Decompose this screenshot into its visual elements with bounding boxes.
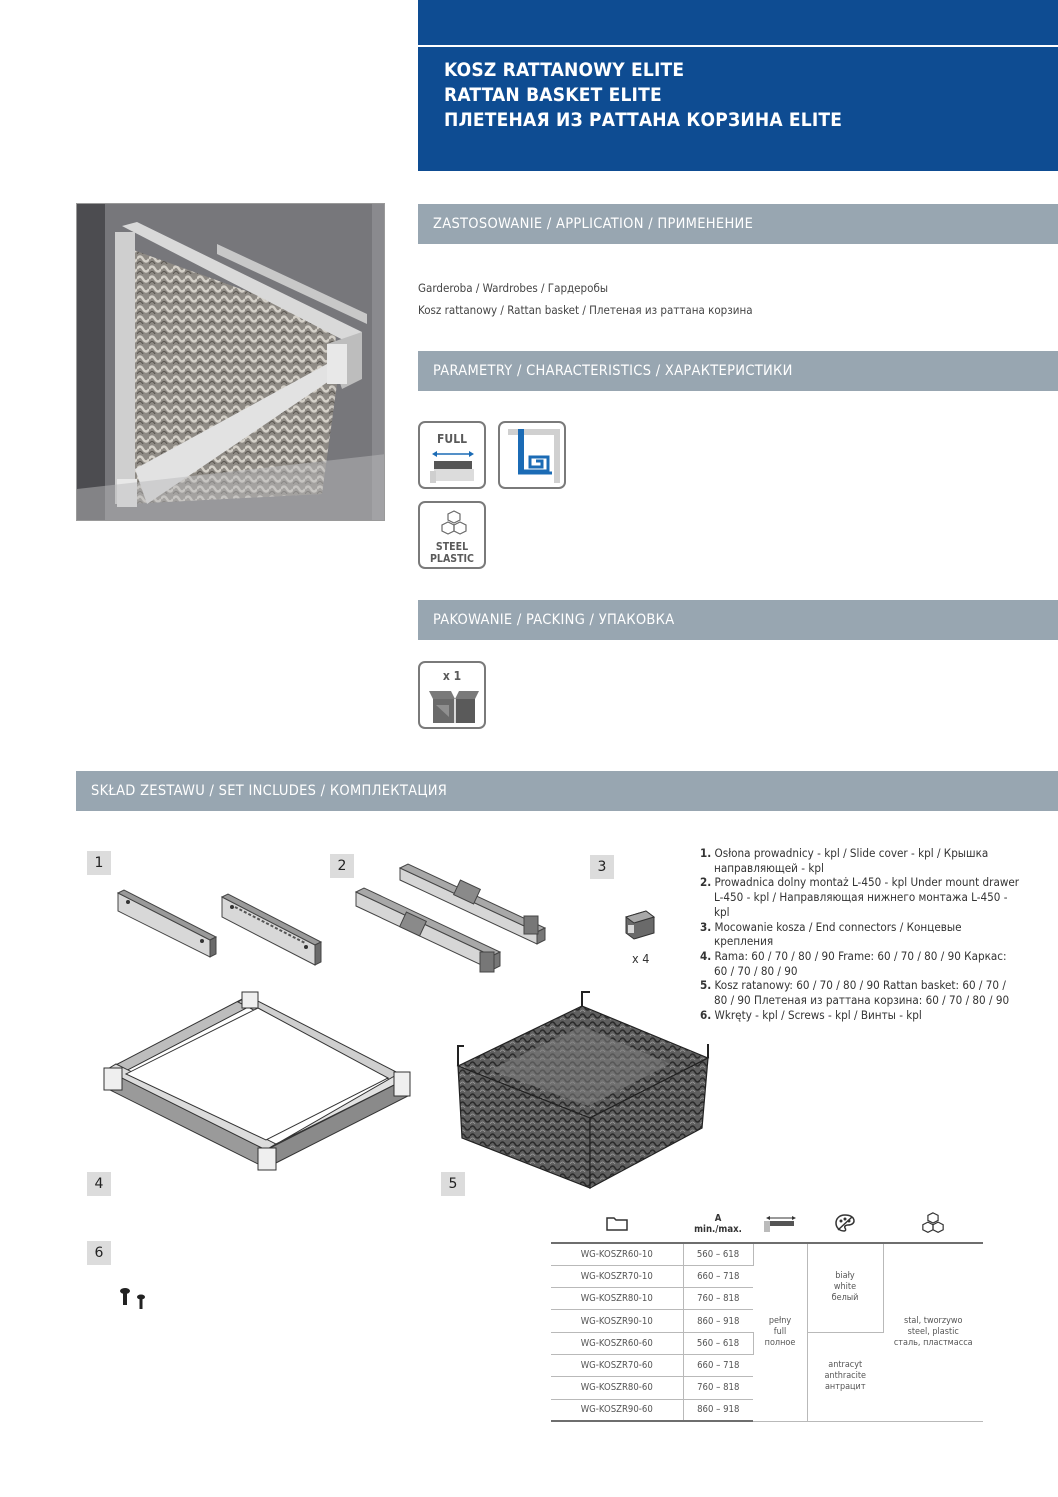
legend-item-4: 4. Rama: 60 / 70 / 80 / 90 Frame: 60 / 70 / 80 / 90 Каркас: 60 / 70 / 80 / 90 (700, 948, 1007, 978)
dimension-range: 660 – 718 (683, 1354, 753, 1376)
frame-drawing (98, 988, 418, 1188)
color-anthracite-cell (807, 1332, 883, 1421)
product-code: WG-KOSZR70-60 (551, 1354, 683, 1376)
title-pl: KOSZ RATTANOWY ELITE (444, 59, 685, 81)
undermount-slide-drawing (352, 860, 557, 1000)
slide-length-icon (753, 1206, 807, 1243)
rattan-basket-drawing (450, 988, 715, 1193)
mount-type-cell (753, 1243, 807, 1421)
color-anthracite-pl: antracyt (828, 1360, 863, 1371)
product-photo (76, 203, 385, 521)
product-code: WG-KOSZR80-60 (551, 1377, 683, 1399)
plastic-label: PLASTIC (430, 553, 474, 565)
part-number-5: 5 (441, 1172, 465, 1196)
section-packing: PAKOWANIE / PACKING / УПАКОВКА (418, 600, 1058, 640)
part-number-1: 1 (87, 851, 111, 875)
dimension-range: 760 – 818 (683, 1377, 753, 1399)
product-table (551, 1206, 983, 1422)
dimension-range: 860 – 918 (683, 1399, 753, 1421)
product-code: WG-KOSZR90-10 (551, 1310, 683, 1332)
application-line-1: Garderoba / Wardrobes / Гардеробы (418, 281, 608, 295)
color-palette-icon (807, 1206, 883, 1243)
table-row (551, 1243, 983, 1265)
column-a-label: A (714, 1213, 722, 1224)
part-number-4: 4 (87, 1172, 111, 1196)
title-ru: ПЛЕТЕНАЯ ИЗ РАТТАНА КОРЗИНА ELITE (444, 109, 843, 131)
material-ru: сталь, пластмасса (893, 1337, 973, 1348)
color-white-cell (807, 1243, 883, 1332)
product-code: WG-KOSZR60-60 (551, 1332, 683, 1354)
package-icon (418, 661, 486, 729)
legend-item-3: 3. Mocowanie kosza / End connectors / Концевые крепления (700, 919, 962, 949)
pack-quantity-label: x 1 (442, 669, 462, 683)
product-code: WG-KOSZR70-10 (551, 1265, 683, 1287)
dimension-range: 860 – 918 (683, 1310, 753, 1332)
full-label: FULL (437, 432, 467, 446)
dimension-range: 560 – 618 (683, 1332, 753, 1354)
color-anthracite-en: anthracite (824, 1371, 867, 1382)
column-a-sublabel: min./max. (694, 1224, 742, 1235)
end-connector-drawing (620, 905, 660, 941)
material-icon (883, 1206, 983, 1243)
legend-item-1: 1. Osłona prowadnicy - kpl / Slide cover - kpl / Крышка направляющей - kpl (700, 846, 989, 875)
part-number-6: 6 (87, 1241, 111, 1265)
slide-cover-drawing (110, 885, 325, 975)
material-pl: stal, tworzywo (904, 1315, 963, 1326)
part-number-3: 3 (590, 855, 614, 879)
steel-label: STEEL (435, 541, 469, 553)
section-set-includes: SKŁAD ZESTAWU / SET INCLUDES / КОМПЛЕКТАЦИЯ (76, 771, 1058, 811)
legend-item-5: 5. Kosz ratanowy: 60 / 70 / 80 / 90 Rattan basket: 60 / 70 / 80 / 90 Плетеная из раттана корзина: 60 / 70 / 80 / 90 (700, 978, 1010, 1008)
header-banner (418, 0, 1058, 171)
material-cell (883, 1243, 983, 1421)
application-line-2: Kosz rattanowy / Rattan basket / Плетеная из раттана корзина (418, 303, 753, 317)
section-characteristics: PARAMETRY / CHARACTERISTICS / ХАРАКТЕРИСТИКИ (418, 351, 1058, 391)
mount-type-en: full (773, 1326, 787, 1337)
color-white-ru: белый (831, 1293, 859, 1304)
folder-icon (551, 1206, 683, 1243)
mount-type-pl: pełny (768, 1315, 792, 1326)
material-en: steel, plastic (907, 1326, 959, 1337)
mount-type-ru: полное (764, 1337, 796, 1348)
product-code: WG-KOSZR80-10 (551, 1288, 683, 1310)
legend-item-6: 6. Wkręty - kpl / Screws - kpl / Винты - kpl (700, 1007, 922, 1022)
product-code: WG-KOSZR90-60 (551, 1399, 683, 1421)
screws-drawing (118, 1286, 152, 1312)
dimension-range: 560 – 618 (683, 1243, 753, 1265)
color-anthracite-ru: антрацит (824, 1382, 866, 1393)
title-en: RATTAN BASKET ELITE (444, 84, 662, 106)
connector-quantity: x 4 (632, 951, 650, 966)
legend-item-2: 2. Prowadnica dolny montaż L-450 - kpl Under mount drawer L-450 - kpl / Направляющая нижнего монтажа L-450 - kpl (700, 875, 1020, 919)
color-white-en: white (833, 1282, 857, 1293)
part-number-2: 2 (330, 854, 354, 878)
section-application: ZASTOSOWANIE / APPLICATION / ПРИМЕНЕНИЕ (418, 204, 1058, 244)
parts-legend (700, 846, 1020, 1022)
steel-plastic-icon (418, 501, 486, 569)
undermount-icon (498, 421, 566, 489)
product-code: WG-KOSZR60-10 (551, 1243, 683, 1265)
color-white-pl: biały (835, 1271, 855, 1282)
dimension-range: 660 – 718 (683, 1265, 753, 1287)
table-header-row (551, 1206, 983, 1243)
full-extension-icon (418, 421, 486, 489)
dimension-range: 760 – 818 (683, 1288, 753, 1310)
column-a-header (683, 1206, 753, 1243)
header-divider (418, 45, 1058, 47)
